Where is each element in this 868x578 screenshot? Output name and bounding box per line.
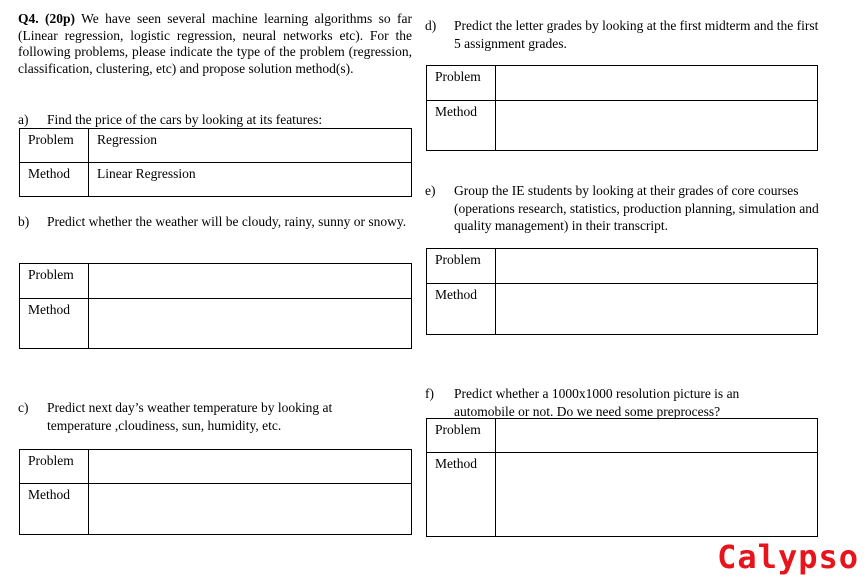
answer-table-f <box>426 418 818 537</box>
answer-table-b <box>19 263 412 349</box>
method-label: Method <box>20 484 89 535</box>
question-text: Find the price of the cars by looking at its features: <box>47 112 323 127</box>
method-answer[interactable] <box>496 284 818 335</box>
answer-table-a <box>19 128 412 197</box>
problem-answer[interactable] <box>89 450 412 484</box>
question-letter: f) <box>425 386 434 401</box>
question-letter: b) <box>18 214 30 229</box>
method-label: Method <box>20 163 89 197</box>
problem-answer[interactable] <box>496 419 818 453</box>
method-label: Method <box>427 453 496 537</box>
problem-label: Problem <box>427 249 496 284</box>
problem-answer[interactable] <box>89 264 412 299</box>
question-text: Group the IE students by looking at their grades of core courses (operations research, statistics, production planning, simulation and quality management) in their transcript. <box>454 183 819 233</box>
problem-label: Problem <box>20 264 89 299</box>
method-answer[interactable] <box>89 299 412 349</box>
problem-label: Problem <box>20 450 89 484</box>
method-label: Method <box>427 284 496 335</box>
answer-table-e <box>426 248 818 335</box>
question-e <box>425 182 819 235</box>
problem-answer[interactable]: Regression <box>89 129 412 163</box>
question-text: Predict next day’s weather temperature by looking at temperature ,cloudiness, sun, humidity, etc. <box>47 400 333 433</box>
method-label: Method <box>427 101 496 151</box>
question-body: We have seen several machine learning algorithms so far (Linear regression, logistic regression, neural networks etc). For the following problems, please indicate the type of the problem (regression, classification, clustering, etc) and propose solution method(s). <box>18 11 413 76</box>
question-letter: e) <box>425 183 436 198</box>
question-text: Predict whether a 1000x1000 resolution picture is an automobile or not. Do we need some preprocess? <box>454 386 740 419</box>
problem-label: Problem <box>20 129 89 163</box>
answer-table-d <box>426 65 818 151</box>
question-letter: a) <box>18 112 29 127</box>
question-letter: c) <box>18 400 29 415</box>
question-text: Predict whether the weather will be cloudy, rainy, sunny or snowy. <box>47 214 407 229</box>
question-heading: Q4. (20p) <box>18 11 75 26</box>
method-answer[interactable] <box>89 484 412 535</box>
question-b <box>18 213 412 231</box>
problem-answer[interactable] <box>496 249 818 284</box>
question-c <box>18 399 412 434</box>
question-f <box>425 385 819 420</box>
method-label: Method <box>20 299 89 349</box>
question-letter: d) <box>425 18 437 33</box>
answer-table-c <box>19 449 412 535</box>
method-answer[interactable] <box>496 101 818 151</box>
problem-answer[interactable] <box>496 66 818 101</box>
problem-label: Problem <box>427 66 496 101</box>
problem-label: Problem <box>427 419 496 453</box>
calypso-watermark: Calypso <box>717 538 859 576</box>
question-text: Predict the letter grades by looking at the first midterm and the first 5 assignment grades. <box>454 18 819 51</box>
method-answer[interactable] <box>496 453 818 537</box>
question-intro <box>18 11 412 77</box>
question-d <box>425 17 819 52</box>
question-a <box>18 111 412 129</box>
method-answer[interactable]: Linear Regression <box>89 163 412 197</box>
